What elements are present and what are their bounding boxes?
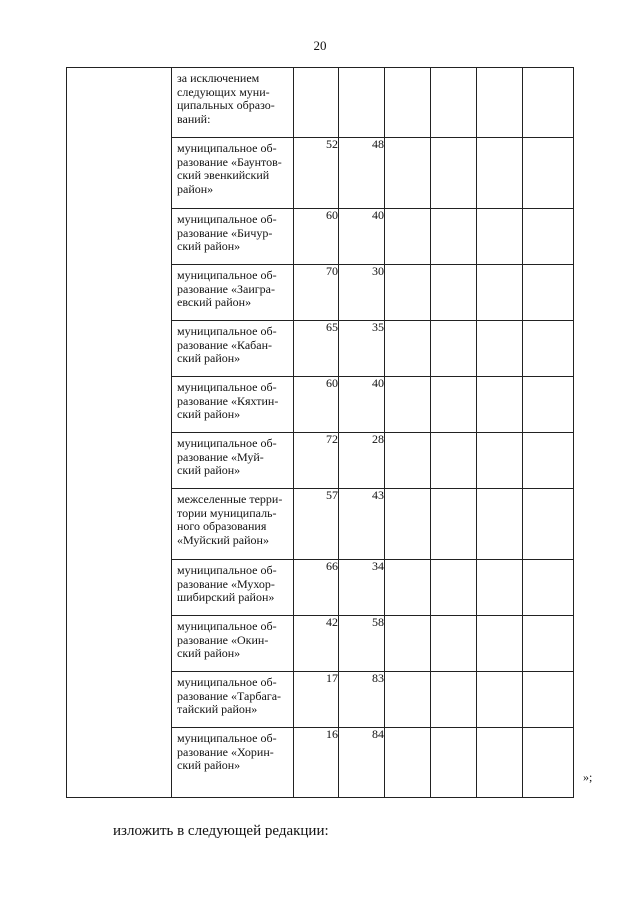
description-line: за исключением — [177, 71, 260, 85]
description-text — [172, 728, 293, 773]
description-line: ский район» — [177, 758, 241, 773]
description-line: разование «Мухор- — [177, 576, 275, 591]
value-cell-second: 43 — [339, 489, 385, 560]
description-line: ский район» — [177, 239, 241, 254]
municipality-name-cell — [172, 265, 294, 321]
empty-cell — [523, 209, 574, 265]
empty-cell — [477, 616, 523, 672]
empty-cell — [431, 616, 477, 672]
empty-cell — [477, 433, 523, 489]
empty-cell — [385, 728, 431, 798]
empty-cell — [385, 433, 431, 489]
empty-cell — [477, 728, 523, 798]
empty-cell — [385, 209, 431, 265]
description-line: муниципальное об- — [177, 141, 277, 155]
description-line: следующих муни- — [177, 84, 270, 99]
description-line: район» — [177, 182, 214, 197]
value-cell-first: 60 — [294, 377, 339, 433]
description-text — [172, 321, 293, 366]
allocation-table — [66, 67, 574, 798]
description-line: шибирский район» — [177, 590, 275, 605]
empty-cell — [431, 433, 477, 489]
value-cell-first: 72 — [294, 433, 339, 489]
empty-cell — [431, 377, 477, 433]
page-number: 20 — [313, 38, 327, 53]
value-cell-second: 48 — [339, 138, 385, 209]
description-line: разование «Заигра- — [177, 281, 276, 296]
empty-cell — [431, 672, 477, 728]
description-line: разование «Тарбага- — [177, 688, 282, 703]
empty-cell — [385, 560, 431, 616]
closing-quote-mark: »; — [583, 770, 593, 784]
table-body — [67, 68, 574, 798]
empty-cell — [294, 68, 339, 138]
description-line: муниципальное об- — [177, 731, 277, 745]
description-line: тайский район» — [177, 702, 258, 717]
description-line: муниципальное об- — [177, 436, 277, 450]
empty-cell — [385, 672, 431, 728]
value-cell-first: 17 — [294, 672, 339, 728]
municipality-name-cell — [172, 489, 294, 560]
empty-cell — [523, 321, 574, 377]
description-text — [172, 616, 293, 661]
empty-cell — [523, 560, 574, 616]
description-line: муниципальное об- — [177, 619, 277, 633]
value-cell-second: 84 — [339, 728, 385, 798]
empty-cell — [431, 489, 477, 560]
description-line: ский район» — [177, 351, 241, 366]
empty-cell — [431, 265, 477, 321]
empty-cell — [523, 265, 574, 321]
value-cell-second: 35 — [339, 321, 385, 377]
value-cell-first: 65 — [294, 321, 339, 377]
description-line: ский эвенкийский — [177, 168, 270, 183]
empty-cell — [385, 68, 431, 138]
empty-cell — [431, 209, 477, 265]
empty-cell — [431, 321, 477, 377]
description-text — [172, 433, 293, 478]
municipality-name-cell — [172, 138, 294, 209]
description-line: муниципальное об- — [177, 380, 277, 394]
empty-cell — [385, 265, 431, 321]
description-line: ципальных образо- — [177, 98, 275, 113]
empty-cell — [385, 377, 431, 433]
description-line: разование «Кабан- — [177, 337, 273, 352]
description-line: разование «Окин- — [177, 632, 269, 647]
municipality-name-cell — [172, 377, 294, 433]
description-line: евский район» — [177, 295, 252, 310]
description-line: муниципальное об- — [177, 675, 277, 689]
empty-cell — [523, 728, 574, 798]
description-line: муниципальное об- — [177, 563, 277, 577]
merged-first-column-cell — [67, 68, 172, 798]
value-cell-first: 66 — [294, 560, 339, 616]
description-line: ский район» — [177, 646, 241, 661]
description-line: разование «Хорин- — [177, 744, 274, 759]
value-cell-second: 34 — [339, 560, 385, 616]
value-cell-first: 42 — [294, 616, 339, 672]
description-text — [172, 560, 293, 605]
description-line: «Муйский район» — [177, 533, 269, 548]
empty-cell — [431, 68, 477, 138]
description-text — [172, 68, 293, 127]
municipality-name-cell — [172, 728, 294, 798]
empty-cell — [431, 138, 477, 209]
description-line: муниципальное об- — [177, 212, 277, 226]
municipality-name-cell — [172, 433, 294, 489]
description-line: разование «Бичур- — [177, 225, 273, 240]
empty-cell — [523, 616, 574, 672]
empty-cell — [385, 138, 431, 209]
empty-cell — [523, 138, 574, 209]
empty-cell — [477, 489, 523, 560]
table-row — [67, 68, 574, 138]
description-text — [172, 209, 293, 254]
description-line: муниципальное об- — [177, 268, 277, 282]
description-line: межселенные терри- — [177, 492, 283, 506]
value-cell-first: 70 — [294, 265, 339, 321]
value-cell-first: 16 — [294, 728, 339, 798]
description-line: муниципальное об- — [177, 324, 277, 338]
empty-cell — [477, 672, 523, 728]
description-text — [172, 489, 293, 548]
value-cell-second: 58 — [339, 616, 385, 672]
description-line: разование «Баунтов- — [177, 154, 282, 169]
description-text — [172, 138, 293, 197]
value-cell-first: 60 — [294, 209, 339, 265]
description-line: разование «Муй- — [177, 449, 264, 464]
empty-cell — [339, 68, 385, 138]
empty-cell — [523, 377, 574, 433]
empty-cell — [431, 560, 477, 616]
empty-cell — [477, 209, 523, 265]
description-line: тории муниципаль- — [177, 505, 277, 520]
empty-cell — [477, 138, 523, 209]
empty-cell — [385, 489, 431, 560]
value-cell-second: 40 — [339, 209, 385, 265]
municipality-name-cell — [172, 672, 294, 728]
value-cell-second: 83 — [339, 672, 385, 728]
empty-cell — [523, 489, 574, 560]
value-cell-second: 40 — [339, 377, 385, 433]
empty-cell — [477, 560, 523, 616]
municipality-name-cell — [172, 616, 294, 672]
empty-cell — [523, 672, 574, 728]
instruction-text: изложить в следующей редакции: — [113, 823, 329, 839]
description-line: ваний: — [177, 112, 211, 127]
empty-cell — [523, 433, 574, 489]
description-text — [172, 377, 293, 422]
empty-cell — [477, 68, 523, 138]
empty-cell — [385, 616, 431, 672]
description-line: ский район» — [177, 463, 241, 478]
exception-header-cell — [172, 68, 294, 138]
municipality-name-cell — [172, 209, 294, 265]
empty-cell — [431, 728, 477, 798]
municipality-name-cell — [172, 560, 294, 616]
municipality-name-cell — [172, 321, 294, 377]
description-line: разование «Кяхтин- — [177, 393, 279, 408]
description-text — [172, 265, 293, 310]
value-cell-second: 30 — [339, 265, 385, 321]
description-line: ного образования — [177, 519, 267, 534]
description-text — [172, 672, 293, 717]
empty-cell — [477, 377, 523, 433]
empty-cell — [385, 321, 431, 377]
value-cell-first: 57 — [294, 489, 339, 560]
description-line: ский район» — [177, 407, 241, 422]
empty-cell — [477, 265, 523, 321]
empty-cell — [523, 68, 574, 138]
empty-cell — [477, 321, 523, 377]
value-cell-first: 52 — [294, 138, 339, 209]
value-cell-second: 28 — [339, 433, 385, 489]
